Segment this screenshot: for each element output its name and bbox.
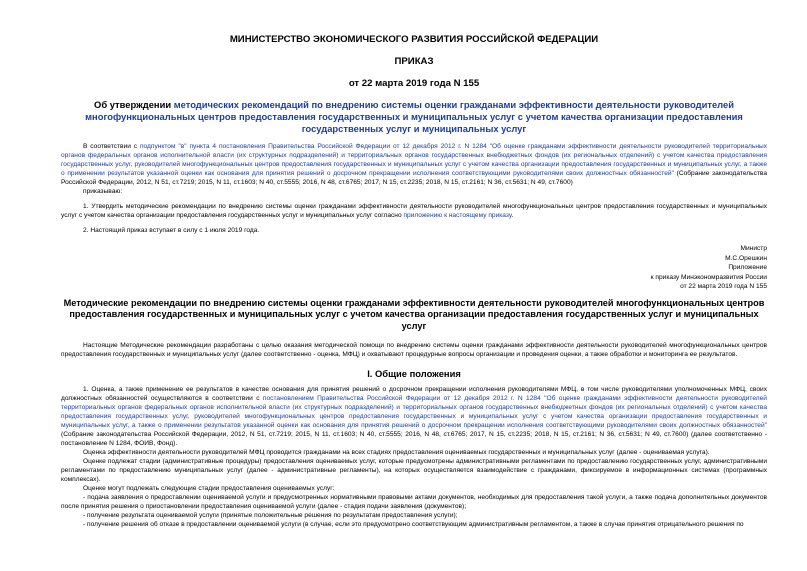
section-1-paragraph-3: Оценке подлежат стадии (административные процедуры) предоставления оцениваемых услуг, которые предусмотрены административными регламентами по предоставлению государственных услуг, административными регламентами по предоставлению муниципальных услуг (далее - административные регламенты), на которых осуществляется взаимодействие с гражданами, фиксируемое в информационных системах (программных комплексах). [61, 458, 767, 484]
preamble [61, 142, 767, 235]
title-link[interactable]: методических рекомендаций по внедрению системы оценки гражданами эффективности деятельности руководителей многофункциональных центров предоставления государственных и муниципальных услуг с учетом качества организации предоставления государственных услуг и муниципальных услуг [85, 99, 743, 134]
order-item-2: 2. Настоящий приказ вступает в силу с 1 июля 2019 года. [83, 227, 260, 234]
appendix-label: Приложение [728, 264, 767, 272]
intro-paragraph: Настоящие Методические рекомендации разработаны с целью оказания методической помощи по внедрению системы оценки гражданами эффективности деятельности руководителей многофункциональных центров предоставления государственных и муниципальных услуг (далее соответственно - оценка, МФЦ) и охватывают процедурные вопросы организации и проведения оценки, а также обработки и мониторинга ее результатов. [61, 342, 767, 359]
ministry-heading: МИНИСТЕРСТВО ЭКОНОМИЧЕСКОГО РАЗВИТИЯ РОССИЙСКОЙ ФЕДЕРАЦИИ [229, 34, 599, 45]
order-date-number: от 22 марта 2019 года N 155 [348, 78, 480, 89]
order-word: приказываю: [83, 188, 123, 195]
signer-name: М.С.Орешкин [725, 254, 767, 262]
appendix-date: от 22 марта 2019 года N 155 [680, 283, 767, 291]
resolution-1284-link-2[interactable]: постановлением Правительства Российской Федерации от 12 декабря 2012 г. N 1284 "Об оценке гражданами эффективности деятельности руководителей территориальных органов федеральных органов исполнительной власти (их структурных подразделений) и территориальных органов государственных внебюджетных фондов (их региональных отделений) с учетом качества предоставления государственных услуг, руководителей многофункциональных центров предоставления государственных и муниципальных услуг с учетом качества организации предоставления государственных и муниципальных услуг, а также о применении результатов указанной оценки как основания для принятия решений о досрочном прекращении исполнения соответствующими руководителями своих должностных обязанностей" [61, 395, 767, 430]
preamble-paragraph [61, 142, 767, 187]
appendix-reference: к приказу Минэкономразвития России [650, 273, 767, 281]
section-1-paragraph-4: Оценке могут подлежать следующие стадии предоставления оцениваемых услуг: [83, 485, 335, 493]
order-item-1 [61, 202, 767, 220]
s1p1-start: 1. Оценка, а также применение ее результатов в качестве основания для принятия решений о досрочном прекращении исполнения руководителями МФЦ, в том числе руководителями уполномоченных МФЦ, своих должностных обязанностей осуществляются в соответствии с [61, 386, 767, 403]
section-1-paragraph-2: Оценка эффективности деятельности руководителей МФЦ проводится гражданами на всех стадиях предоставления оцениваемых государственных и муниципальных услуг (далее - оцениваемая услуга). [83, 449, 710, 457]
signer-position: Министр [740, 245, 767, 252]
resolution-1284-link[interactable]: подпунктом "в" пункта 4 постановления Правительства Российской Федерации от 12 декабря 2012 г. N 1284 "Об оценке гражданами эффективности деятельности руководителей территориальных органов федеральных органов исполнительной власти (их структурных подразделений) и территориальных органов государственных внебюджетных фондов (их региональных отделений) с учетом качества предоставления государственных услуг, руководителей многофункциональных центров предоставления государственных и муниципальных услуг с учетом качества организации предоставления государственных и муниципальных услуг, а также о применении результатов указанной оценки как основания для принятия решений о досрочном прекращении исполнения соответствующими руководителями своих должностных обязанностей" [61, 143, 767, 177]
item1-text: 1. Утвердить методические рекомендации по внедрению системы оценки гражданами эффективности деятельности руководителей многофункциональных центров предоставления государственных и муниципальных услуг с учетом качества организации предоставления государственных услуг и муниципальных услуг согласно [61, 203, 767, 219]
preamble-text-start: В соответствии с [83, 143, 140, 150]
list-item: - получение решения об отказе в предоставлении оцениваемой услуги (в случае, если это предусмотрено соответствующим административным регламентом, а также в случае принятия отрицательного решения по [83, 521, 744, 529]
section-1-body [61, 385, 767, 529]
doc-type-heading: ПРИКАЗ [394, 56, 434, 67]
title-prefix: Об утверждении [94, 99, 174, 110]
preamble-text-end: (Собрание законодательства Российской Федерации, 2012, N 51, ст.7219; 2015, N 11, ст.1603; N 40, ст.5555; 2016, N 48, ст.6765; 2017, N 15, ст.2235; 2018, N 15, ст.2161; N 36, ст.5631; N 49, ст.7600) [61, 170, 767, 186]
item1-end: . [511, 212, 514, 219]
appendix-link[interactable]: приложению к настоящему приказу [403, 212, 512, 219]
list-item: - подача заявления о предоставлении оцениваемой услуги и предусмотренных нормативными правовыми актами документов, необходимых для предоставления такой услуги, а также подача дополнительных документов после принятия решения о приостановлении предоставления оцениваемой услуги (далее - стадия подачи заявления (документов); [61, 494, 767, 511]
section-1-paragraph-1 [61, 385, 767, 448]
signature-block [61, 244, 767, 292]
recommendations-title: Методические рекомендации по внедрению системы оценки гражданами эффективности деятельности руководителей многофункциональных центров предоставления государственных и муниципальных услуг с учетом качества организации предоставления государственных услуг и муниципальных услуг [63, 297, 765, 331]
list-item: - получение результата оцениваемой услуги (принятые положительные решения по результатам предоставления услуги); [83, 512, 458, 520]
s1p1-end: (Собрание законодательства Российской Федерации, 2012, N 51, ст.7219; 2015, N 11, ст.1603; N 40, ст.5555; 2016, N 48, ст.6765; 2017, N 15, ст.2235; 2018, N 15, ст.2161; N 36, ст.5631; N 49, ст.7600) (далее соответственно - постановление N 1284, ФОИВ, Фонд). [61, 431, 767, 448]
section-1-title: I. Общие положения [367, 368, 461, 380]
order-title [61, 99, 767, 135]
